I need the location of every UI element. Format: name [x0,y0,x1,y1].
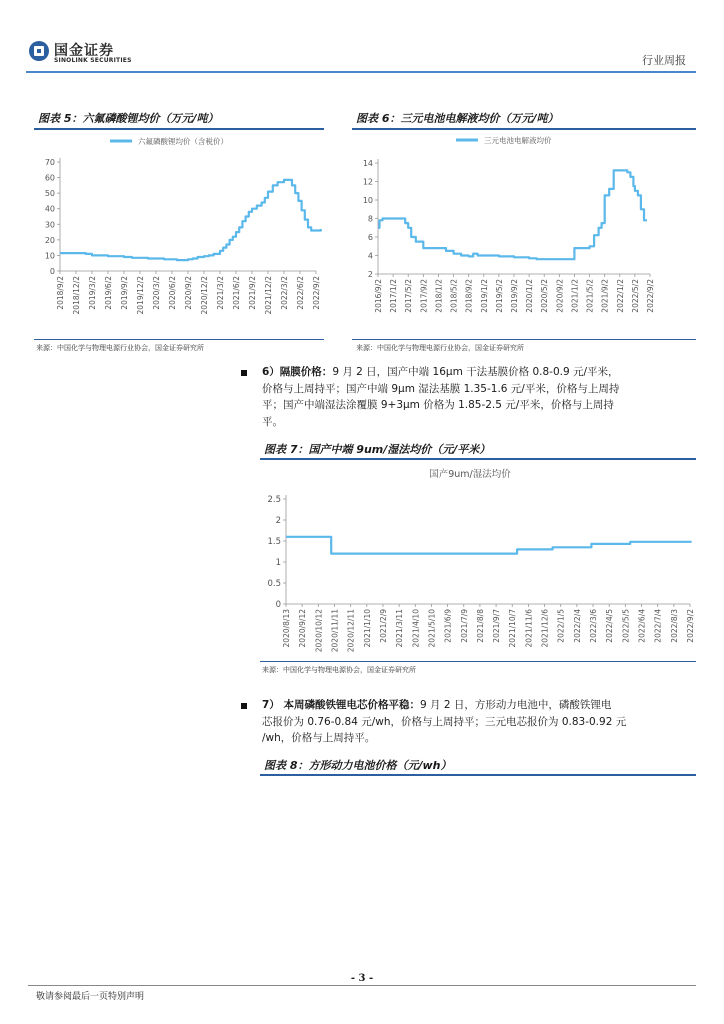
x-tick-label: 2021/9/7 [492,609,502,643]
y-tick-label: 40 [44,204,55,214]
fig6-rule-bot [352,339,696,340]
x-tick-label: 2022/5/5 [621,609,631,643]
fig7-rule-bot [260,661,696,662]
x-tick-label: 2021/9/2 [600,279,610,313]
x-tick-label: 2021/8/8 [475,609,485,643]
chart-electrolyte-price [352,130,696,338]
p6-line1: 9 月 2 日，国产中端 16μm 干法基膜价格 0.8-0.9 元/平米， [332,366,619,378]
x-tick-label: 2022/8/3 [669,609,679,643]
y-tick-label: 1 [275,558,281,568]
x-tick-label: 2019/3/2 [88,276,97,310]
legend-label: 三元电池电解液均价 [484,136,552,145]
fig6-source: 来源：中国化学与物理电源行业协会，国金证券研究所 [356,344,524,352]
y-tick-label: 0 [49,267,55,276]
x-tick-label: 2021/7/9 [459,609,469,643]
paragraph-separator-price [262,364,688,430]
x-tick-label: 2020/3/2 [152,276,161,310]
x-tick-label: 2021/12/2 [264,276,273,315]
x-tick-label: 2022/3/6 [589,609,599,643]
x-tick-label: 2016/9/2 [374,279,383,313]
fig8-title: 图表 8：方形动力电池价格（元/wh） [264,759,452,772]
y-tick-label: 60 [44,173,55,183]
x-tick-label: 2017/5/2 [404,279,414,313]
y-tick-label: 10 [362,196,373,205]
x-tick-label: 2020/9/2 [555,279,565,313]
x-tick-label: 2022/7/4 [653,609,663,643]
x-tick-label: 2021/2/9 [378,609,388,643]
x-tick-label: 2018/5/2 [449,279,459,313]
series-line [378,170,647,259]
x-tick-label: 2020/12/11 [346,609,356,653]
x-tick-label: 2019/9/2 [510,279,519,313]
x-tick-label: 2021/6/9 [443,609,453,643]
x-tick-label: 2022/1/2 [615,279,625,313]
y-tick-label: 0 [275,600,281,610]
p6-heading: 6）隔膜价格： [262,366,333,378]
x-tick-label: 2021/1/2 [570,279,580,313]
x-tick-label: 2021/6/2 [232,276,241,310]
y-tick-label: 6 [367,233,373,242]
x-tick-label: 2022/9/2 [646,279,655,313]
y-tick-label: 70 [44,158,55,167]
logo-en-text: SINOLINK SECURITIES [54,57,132,64]
x-tick-label: 2020/12/2 [200,276,209,315]
logo-cn-text: 国金证券 [54,43,114,59]
x-tick-label: 2020/9/2 [184,276,193,310]
x-tick-label: 2018/9/2 [56,276,65,310]
x-tick-label: 2019/5/2 [494,279,504,313]
x-tick-label: 2020/11/11 [330,609,340,653]
y-tick-label: 12 [362,177,373,187]
fig7-source: 来源：中国化学与物理电源协会，国金证券研究所 [262,666,416,674]
fig5-title: 图表 5：六氟磷酸锂均价（万元/吨） [38,112,219,125]
x-tick-label: 2020/6/2 [168,276,177,310]
x-tick-label: 2021/1/10 [362,609,372,648]
chart-separator-price [260,460,696,660]
x-tick-label: 2022/2/4 [572,609,582,643]
footer-disclaimer: 敬请参阅最后一页特别声明 [36,992,145,1002]
fig7-title: 图表 7：国产中端 9um/湿法均价（元/平米） [264,443,491,456]
chart-lipf6-price [34,130,324,338]
paragraph-cell-price [262,697,688,747]
p7-line2: 芯报价为 0.76-0.84 元/wh，价格与上周持平；三元电芯报价为 0.83-0.92 元 [262,715,627,728]
p6-line4: 平。 [262,415,283,428]
x-tick-label: 2021/10/7 [508,609,518,648]
y-tick-label: 2 [367,270,373,279]
page-number: - 3 - [350,973,374,984]
y-tick-label: 4 [367,251,373,261]
x-tick-label: 2021/11/6 [524,609,534,648]
y-tick-label: 0.5 [267,579,281,589]
p7-line1: 9 月 2 日，方形动力电池中，磷酸铁锂电 [419,699,612,711]
y-tick-label: 1.5 [267,537,281,547]
x-tick-label: 2017/1/2 [389,279,399,313]
x-tick-label: 2020/10/12 [314,609,324,653]
x-tick-label: 2020/8/13 [282,609,291,648]
x-tick-label: 2022/5/2 [630,279,640,313]
x-tick-label: 2021/3/2 [216,276,225,310]
footer-divider [28,985,696,986]
x-tick-label: 2018/12/2 [72,276,81,315]
y-tick-label: 30 [44,220,55,230]
header-divider [26,71,696,73]
x-tick-label: 2022/1/5 [556,609,566,643]
p6-line2: 价格与上周持平；国产中端 9μm 湿法基膜 1.35-1.6 元/平米，价格与上周持 [262,382,620,395]
sinolink-logo-icon [28,40,50,62]
fig6-title: 图表 6：三元电池电解液均价（万元/吨） [356,112,559,125]
series-line [60,180,321,260]
p6-line3: 平；国产中端湿法涂覆膜 9+3μm 价格为 1.85-2.5 元/平米，价格与上周持 [262,399,614,411]
x-tick-label: 2020/1/2 [525,279,535,313]
y-tick-label: 10 [44,251,55,261]
x-tick-label: 2021/3/11 [395,609,405,648]
fig5-source: 来源：中国化学与物理电源行业协会，国金证券研究所 [36,344,204,352]
y-tick-label: 20 [44,235,55,245]
p7-heading: 7） 本周磷酸铁锂电芯价格平稳： [262,699,420,711]
fig5-rule-bot [34,339,324,340]
x-tick-label: 2018/9/2 [464,279,474,313]
x-tick-label: 2018/1/2 [434,279,444,313]
x-tick-label: 2022/6/2 [296,276,305,310]
x-tick-label: 2021/12/6 [540,609,550,648]
x-tick-label: 2022/6/4 [637,609,647,643]
x-tick-label: 2022/4/5 [605,609,615,643]
series-line [286,537,692,554]
x-tick-label: 2021/9/2 [248,276,257,310]
y-tick-label: 8 [367,214,373,224]
legend-label: 六氟磷酸锂均价（含税价） [138,137,228,146]
y-tick-label: 2.5 [267,495,281,505]
x-tick-label: 2019/6/2 [104,276,113,310]
x-tick-label: 2022/9/2 [686,609,695,643]
page-header [28,38,696,70]
bullet-6 [241,370,247,376]
chart-title: 国产9um/湿法均价 [429,469,511,480]
x-tick-label: 2022/3/2 [280,276,289,310]
x-tick-label: 2020/5/2 [540,279,550,313]
x-tick-label: 2021/5/2 [585,279,595,313]
y-tick-label: 50 [44,189,55,199]
x-tick-label: 2020/9/12 [298,609,308,648]
report-type: 行业周报 [642,54,686,67]
p7-line3: /wh，价格与上周持平。 [262,732,376,744]
y-tick-label: 14 [362,159,373,168]
x-tick-label: 2019/12/2 [136,276,145,315]
bullet-7 [241,703,247,709]
x-tick-label: 2019/1/2 [479,279,489,313]
y-tick-label: 2 [275,516,281,526]
x-tick-label: 2019/9/2 [120,276,129,310]
fig8-rule-top [260,774,696,776]
x-tick-label: 2017/9/2 [419,279,429,313]
x-tick-label: 2021/5/10 [427,609,437,648]
x-tick-label: 2021/4/10 [411,609,421,648]
x-tick-label: 2022/9/2 [312,276,321,310]
